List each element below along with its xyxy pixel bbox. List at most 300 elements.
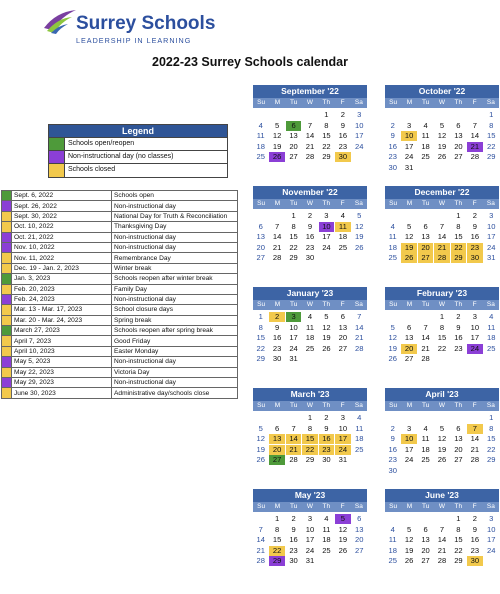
calendar-day: 15 <box>487 131 496 140</box>
calendar-day: 24 <box>335 445 350 455</box>
calendar-day: 21 <box>434 243 449 253</box>
calendar-day: 27 <box>256 253 265 262</box>
weekday-label: F <box>472 200 477 207</box>
logo-name: Surrey Schools <box>76 13 216 34</box>
calendar-day: 4 <box>489 312 494 321</box>
date-type-swatch <box>2 274 12 284</box>
calendar-day: 17 <box>404 141 414 151</box>
calendar-day: 9 <box>291 524 296 534</box>
calendar-day: 7 <box>291 423 296 433</box>
calendar-day: 29 <box>289 253 298 262</box>
empty-day <box>418 312 433 322</box>
weekday-header <box>385 300 499 310</box>
calendar-day: 23 <box>305 242 315 252</box>
date-type-swatch <box>2 346 12 356</box>
key-date-description: Family Day <box>112 284 238 294</box>
table-row <box>2 211 238 221</box>
calendar-day: 25 <box>305 343 315 353</box>
month-calendar <box>385 489 499 572</box>
date-type-swatch <box>2 326 12 336</box>
weekday-label: Su <box>389 301 398 308</box>
weekday-label: Tu <box>422 503 430 510</box>
calendar-day: 28 <box>289 455 298 464</box>
calendar-day: 20 <box>454 444 463 454</box>
calendar-day: 10 <box>487 221 496 231</box>
empty-day <box>253 514 268 524</box>
calendar-day: 14 <box>421 333 430 342</box>
calendar-day: 19 <box>256 444 265 454</box>
calendar-day: 3 <box>489 514 494 523</box>
calendar-day: 5 <box>407 221 412 231</box>
calendar-day: 7 <box>472 120 477 130</box>
calendar-day: 19 <box>437 444 447 454</box>
weekday-label: Th <box>322 503 331 510</box>
calendar-day: 1 <box>275 514 280 523</box>
date-type-swatch <box>2 315 12 325</box>
key-date: April 10, 2023 <box>12 346 112 356</box>
calendar-day: 5 <box>439 120 445 130</box>
calendar-day: 28 <box>470 152 480 161</box>
empty-day <box>253 413 268 423</box>
calendar-day: 17 <box>335 434 350 444</box>
month-days <box>253 310 367 375</box>
calendar-day: 17 <box>487 232 496 241</box>
calendar-day: 27 <box>355 545 364 555</box>
calendar-day: 23 <box>454 343 463 353</box>
date-type-swatch <box>2 378 12 388</box>
calendar-day: 25 <box>421 152 430 161</box>
calendar-day: 4 <box>357 413 362 422</box>
weekday-label: Sa <box>354 402 363 409</box>
calendar-day: 1 <box>258 312 263 321</box>
key-date: May 22, 2023 <box>12 367 112 377</box>
key-date-description: Non-instructional day <box>112 242 238 252</box>
calendar-day: 1 <box>307 413 313 422</box>
calendar-day: 25 <box>487 343 496 353</box>
weekday-label: W <box>438 301 446 308</box>
calendar-day: 28 <box>272 253 282 262</box>
weekday-label: M <box>406 99 413 106</box>
month-title: February '23 <box>385 287 499 300</box>
weekday-label: Su <box>389 99 398 106</box>
calendar-day: 24 <box>487 545 496 555</box>
calendar-day: 1 <box>324 110 329 119</box>
empty-day <box>385 110 400 120</box>
weekday-label: Su <box>389 402 398 409</box>
calendar-day: 15 <box>322 131 331 140</box>
month-title: January '23 <box>253 287 367 300</box>
weekday-label: F <box>472 301 477 308</box>
calendar-day: 16 <box>272 333 282 342</box>
weekday-label: W <box>306 200 314 207</box>
calendar-day: 23 <box>388 455 397 464</box>
calendar-day: 30 <box>322 455 331 464</box>
weekday-label: M <box>274 99 281 106</box>
calendar-day: 15 <box>302 434 317 444</box>
weekday-label: M <box>274 402 281 409</box>
weekday-label: F <box>340 503 345 510</box>
calendar-day: 24 <box>305 545 315 555</box>
calendar-day: 19 <box>388 343 397 353</box>
calendar-day: 18 <box>388 242 397 252</box>
calendar-day: 10 <box>401 131 416 141</box>
calendar-day: 6 <box>456 423 461 433</box>
calendar-day: 6 <box>357 514 362 523</box>
key-date-description: Winter break <box>112 263 238 273</box>
calendar-day: 1 <box>456 211 461 220</box>
calendar-day: 5 <box>275 120 280 130</box>
calendar-day: 24 <box>355 141 364 151</box>
weekday-header <box>253 300 367 310</box>
calendar-day: 1 <box>291 211 296 220</box>
key-date-description: Schools reopen after winter break <box>112 274 238 284</box>
weekday-label: Th <box>322 200 331 207</box>
calendar-day: 29 <box>322 152 331 161</box>
calendar-day: 20 <box>421 545 430 555</box>
weekday-label: Tu <box>290 301 298 308</box>
weekday-label: Sa <box>354 301 363 308</box>
key-date: Sept. 26, 2022 <box>12 201 112 211</box>
calendar-day: 2 <box>340 110 345 119</box>
calendar-day: 18 <box>388 545 397 555</box>
calendar-day: 18 <box>305 333 315 342</box>
calendar-day: 12 <box>355 221 364 231</box>
weekday-label: M <box>406 200 413 207</box>
key-date: Feb. 20, 2023 <box>12 284 112 294</box>
table-row <box>2 336 238 346</box>
calendar-day: 13 <box>338 322 348 332</box>
key-date: Feb. 24, 2023 <box>12 294 112 304</box>
weekday-label: Su <box>257 99 266 106</box>
weekday-label: Sa <box>354 200 363 207</box>
table-row <box>2 305 238 315</box>
table-row <box>2 326 238 336</box>
calendar-day: 2 <box>472 514 477 523</box>
calendar-day: 13 <box>256 232 265 241</box>
empty-day <box>401 312 416 322</box>
legend <box>48 124 228 178</box>
calendar-day: 15 <box>256 333 265 342</box>
calendar-day: 20 <box>269 445 284 455</box>
calendar-day: 11 <box>306 322 314 332</box>
calendar-day: 11 <box>487 322 496 332</box>
calendar-day: 22 <box>269 546 284 556</box>
weekday-label: Su <box>389 200 398 207</box>
calendar-day: 12 <box>404 232 414 241</box>
calendar-day: 8 <box>456 524 461 534</box>
month-days <box>385 108 499 173</box>
calendar-day: 2 <box>307 211 313 220</box>
calendar-day: 26 <box>437 152 447 161</box>
calendar-day: 17 <box>487 535 496 544</box>
key-date: Mar. 13 - Mar. 17, 2023 <box>12 305 112 315</box>
weekday-label: W <box>306 402 314 409</box>
calendar-day: 7 <box>357 312 362 321</box>
calendar-day: 23 <box>319 445 334 455</box>
calendar-day: 9 <box>324 423 329 433</box>
calendar-day: 7 <box>467 424 482 434</box>
calendar-day: 6 <box>340 312 345 321</box>
legend-label: Schools open/reopen <box>68 140 135 147</box>
calendar-day: 27 <box>404 354 414 363</box>
calendar-day: 20 <box>338 333 348 342</box>
calendar-day: 2 <box>390 120 395 130</box>
weekday-label: Sa <box>486 200 495 207</box>
key-date: Nov. 11, 2022 <box>12 253 112 263</box>
month-calendar <box>253 489 367 572</box>
empty-day <box>269 413 284 423</box>
weekday-label: W <box>438 99 446 106</box>
calendar-day: 2 <box>269 312 284 322</box>
calendar-day: 26 <box>401 253 416 263</box>
calendar-day: 8 <box>456 221 461 231</box>
calendar-day: 26 <box>256 455 265 464</box>
calendar-day: 13 <box>404 333 414 342</box>
calendar-day: 6 <box>407 322 412 332</box>
calendar-day: 5 <box>407 524 412 534</box>
weekday-label: F <box>472 99 477 106</box>
key-date: April 7, 2023 <box>12 336 112 346</box>
calendar-day: 18 <box>338 232 348 241</box>
calendar-day: 10 <box>305 524 315 534</box>
calendar-day: 30 <box>289 556 298 565</box>
calendar-day: 26 <box>338 545 348 555</box>
weekday-header <box>385 98 499 108</box>
empty-day <box>434 514 449 524</box>
calendar-day: 29 <box>305 455 315 464</box>
calendar-day: 14 <box>470 434 480 443</box>
calendar-day: 19 <box>338 535 348 544</box>
table-row <box>2 242 238 252</box>
calendar-day: 19 <box>272 141 282 151</box>
weekday-label: W <box>306 301 314 308</box>
month-days <box>253 512 367 577</box>
calendar-day: 20 <box>454 141 463 151</box>
calendar-day: 29 <box>256 354 265 363</box>
calendar-day: 2 <box>324 413 329 422</box>
calendar-day: 24 <box>404 152 414 161</box>
calendar-day: 6 <box>423 221 428 231</box>
empty-day <box>418 110 433 120</box>
weekday-label: Sa <box>486 503 495 510</box>
calendar-day: 15 <box>454 535 463 544</box>
calendar-day: 11 <box>335 222 350 232</box>
calendar-day: 6 <box>275 423 280 433</box>
calendar-day: 4 <box>390 524 395 534</box>
calendar-day: 19 <box>437 141 447 151</box>
calendar-day: 27 <box>289 152 298 161</box>
calendar-day: 5 <box>335 514 350 524</box>
calendar-day: 21 <box>305 141 315 151</box>
calendar-day: 23 <box>388 152 397 161</box>
weekday-label: Tu <box>290 99 298 106</box>
legend-label: Non-instructional day (no classes) <box>68 153 174 160</box>
empty-day <box>385 211 400 221</box>
date-type-swatch <box>2 305 12 315</box>
weekday-label: Tu <box>290 200 298 207</box>
weekday-header <box>385 199 499 209</box>
empty-day <box>434 110 449 120</box>
calendar-day: 4 <box>423 423 428 433</box>
calendar-day: 29 <box>269 556 284 566</box>
calendar-day: 24 <box>487 242 496 252</box>
calendar-day: 30 <box>305 253 315 262</box>
calendar-day: 26 <box>355 242 364 252</box>
calendar-day: 25 <box>388 253 397 262</box>
calendar-day: 4 <box>324 514 329 523</box>
calendar-day: 10 <box>338 423 348 433</box>
weekday-header <box>385 401 499 411</box>
weekday-label: Su <box>257 200 266 207</box>
calendar-day: 26 <box>388 354 397 363</box>
calendar-day: 16 <box>388 444 397 454</box>
calendar-day: 15 <box>437 333 447 342</box>
weekday-label: Tu <box>422 301 430 308</box>
calendar-day: 22 <box>256 343 265 353</box>
key-date: May 29, 2023 <box>12 378 112 388</box>
calendar-day: 1 <box>456 514 461 523</box>
calendar-day: 22 <box>322 141 331 151</box>
calendar-day: 13 <box>355 524 364 534</box>
logo-tagline: LEADERSHIP IN LEARNING <box>76 36 192 45</box>
calendar-day: 11 <box>388 535 397 544</box>
key-date-description: Remembrance Day <box>112 253 238 263</box>
key-date: Oct. 10, 2022 <box>12 222 112 232</box>
calendar-day: 11 <box>421 131 430 140</box>
date-type-swatch <box>2 201 12 211</box>
empty-day <box>467 110 482 120</box>
calendar-day: 21 <box>272 242 282 252</box>
key-date-description: Victoria Day <box>112 367 238 377</box>
date-type-swatch <box>2 336 12 346</box>
calendar-day: 2 <box>291 514 296 523</box>
weekday-label: Tu <box>290 503 298 510</box>
month-calendar <box>385 388 499 475</box>
calendar-day: 4 <box>258 120 263 130</box>
calendar-day: 14 <box>355 322 364 332</box>
calendar-day: 18 <box>355 434 364 443</box>
calendar-day: 12 <box>437 434 447 443</box>
calendar-day: 11 <box>322 524 331 534</box>
key-date: Oct. 21, 2022 <box>12 232 112 242</box>
calendar-day: 14 <box>470 131 480 140</box>
calendar-day: 10 <box>470 322 480 332</box>
calendar-day: 15 <box>487 434 496 443</box>
legend-swatch-closed <box>49 164 65 177</box>
calendar-day: 6 <box>423 524 428 534</box>
calendar-day: 4 <box>423 120 428 130</box>
date-type-swatch <box>2 191 12 201</box>
calendar-day: 18 <box>421 141 430 151</box>
calendar-day: 12 <box>437 131 447 140</box>
key-date-description: Schools open <box>112 191 238 201</box>
calendar-day: 29 <box>487 455 496 464</box>
weekday-label: Th <box>322 402 331 409</box>
calendar-day: 27 <box>418 253 433 263</box>
month-title: June '23 <box>385 489 499 502</box>
key-date-description: Spring break <box>112 315 238 325</box>
calendar-day: 9 <box>340 120 345 130</box>
month-calendar <box>253 388 367 471</box>
calendar-day: 8 <box>291 221 296 231</box>
calendar-day: 4 <box>307 312 313 321</box>
calendar-day: 29 <box>451 253 466 263</box>
date-type-swatch <box>2 253 12 263</box>
calendar-day: 9 <box>390 434 395 443</box>
calendar-day: 10 <box>401 434 416 444</box>
calendar-day: 31 <box>289 354 298 363</box>
weekday-label: Th <box>454 99 463 106</box>
key-date: Nov. 10, 2022 <box>12 242 112 252</box>
calendar-day: 22 <box>289 242 298 252</box>
table-row <box>2 388 238 398</box>
calendar-day: 22 <box>451 243 466 253</box>
key-date: March 27, 2023 <box>12 326 112 336</box>
weekday-label: M <box>274 301 281 308</box>
calendar-day: 22 <box>454 545 463 555</box>
calendar-day: 29 <box>454 556 463 565</box>
calendar-day: 1 <box>489 413 494 422</box>
month-days <box>385 411 499 476</box>
calendar-day: 16 <box>388 141 397 151</box>
calendar-day: 26 <box>404 556 414 565</box>
weekday-label: Su <box>257 402 266 409</box>
calendar-day: 23 <box>289 545 298 555</box>
calendar-day: 8 <box>324 120 329 130</box>
calendar-day: 3 <box>472 312 477 321</box>
calendar-day: 22 <box>437 343 447 353</box>
empty-day <box>253 110 268 120</box>
calendar-day: 28 <box>256 556 265 565</box>
calendar-day: 24 <box>404 455 414 464</box>
calendar-day: 19 <box>404 545 414 555</box>
calendar-day: 7 <box>439 524 445 534</box>
calendar-day: 10 <box>319 222 334 232</box>
calendar-day: 5 <box>324 312 329 321</box>
logo-swoosh-icon <box>42 8 78 34</box>
calendar-day: 17 <box>355 131 364 140</box>
calendar-day: 23 <box>467 243 482 253</box>
calendar-day: 25 <box>355 444 364 454</box>
weekday-label: Su <box>257 301 266 308</box>
calendar-day: 21 <box>470 444 480 454</box>
calendar-day: 12 <box>272 131 282 140</box>
calendar-day: 13 <box>421 535 430 544</box>
key-date-description: Schools reopen after spring break <box>112 326 238 336</box>
calendar-day: 16 <box>338 131 348 140</box>
table-row <box>2 222 238 232</box>
key-date: Dec. 19 - Jan. 2, 2023 <box>12 263 112 273</box>
calendar-day: 21 <box>421 343 430 353</box>
calendar-day: 7 <box>423 322 428 332</box>
month-days <box>385 512 499 577</box>
table-row <box>2 253 238 263</box>
calendar-day: 4 <box>340 211 345 220</box>
calendar-day: 6 <box>286 121 301 131</box>
date-type-swatch <box>2 294 12 304</box>
calendar-day: 14 <box>305 131 315 140</box>
weekday-label: Tu <box>422 402 430 409</box>
calendar-day: 9 <box>472 221 477 231</box>
empty-day <box>467 413 482 423</box>
calendar-day: 21 <box>286 445 301 455</box>
table-row <box>2 346 238 356</box>
calendar-day: 10 <box>487 524 496 534</box>
empty-day <box>385 514 400 524</box>
empty-day <box>418 211 433 221</box>
calendar-day: 5 <box>357 211 362 220</box>
weekday-label: Th <box>454 402 463 409</box>
